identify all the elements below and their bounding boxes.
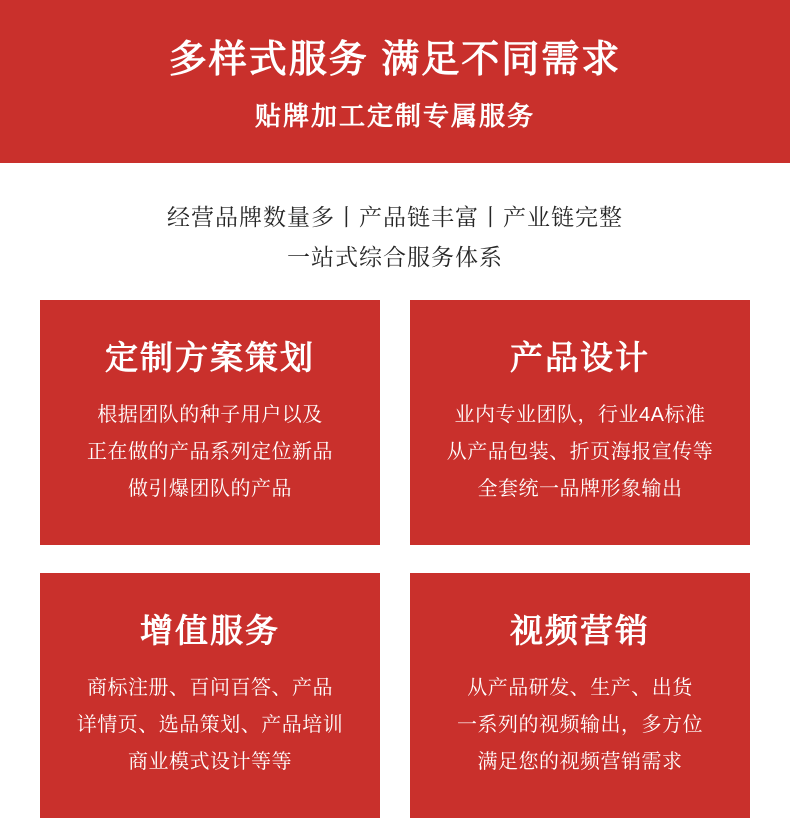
service-card-4-body [457, 670, 703, 781]
service-card-3-line-3: 商业模式设计等等 [128, 751, 292, 774]
service-card-3-body [77, 670, 344, 781]
service-card-3 [40, 573, 380, 818]
service-card-4-line-3: 满足您的视频营销需求 [477, 751, 683, 774]
header-banner [0, 0, 790, 163]
service-card-2 [410, 300, 750, 545]
service-card-3-line-2: 详情页、选品策划、产品培训 [76, 714, 344, 737]
service-card-1-line-3: 做引爆团队的产品 [128, 478, 292, 501]
service-card-4-title: 视频营销 [510, 611, 650, 649]
service-card-1-title: 定制方案策划 [105, 338, 315, 376]
banner-title: 多样式服务 满足不同需求 [168, 38, 622, 81]
service-card-4-line-2: 一系列的视频输出，多方位 [457, 714, 703, 737]
service-card-1-body [87, 397, 333, 508]
service-card-1 [40, 300, 380, 545]
banner-subtitle: 贴牌加工定制专属服务 [254, 101, 535, 132]
service-card-2-title: 产品设计 [510, 338, 650, 376]
service-card-4-line-1: 从产品研发、生产、出货 [467, 677, 693, 700]
intro-block [0, 163, 790, 278]
service-card-4 [410, 573, 750, 818]
service-card-2-line-1: 业内专业团队，行业4A标准 [454, 404, 706, 427]
intro-line-2: 一站式综合服务体系 [287, 244, 503, 271]
service-card-2-line-3: 全套统一品牌形象输出 [477, 478, 683, 501]
service-card-2-body [447, 397, 714, 508]
service-card-2-line-2: 从产品包装、折页海报宣传等 [446, 441, 714, 464]
service-card-1-line-2: 正在做的产品系列定位新品 [87, 441, 333, 464]
service-card-3-line-1: 商标注册、百问百答、产品 [87, 677, 333, 700]
service-card-3-title: 增值服务 [140, 611, 280, 649]
intro-line-1: 经营品牌数量多丨产品链丰富丨产业链完整 [167, 204, 623, 230]
service-card-1-line-1: 根据团队的种子用户以及 [97, 404, 323, 427]
service-card-grid [40, 300, 750, 818]
